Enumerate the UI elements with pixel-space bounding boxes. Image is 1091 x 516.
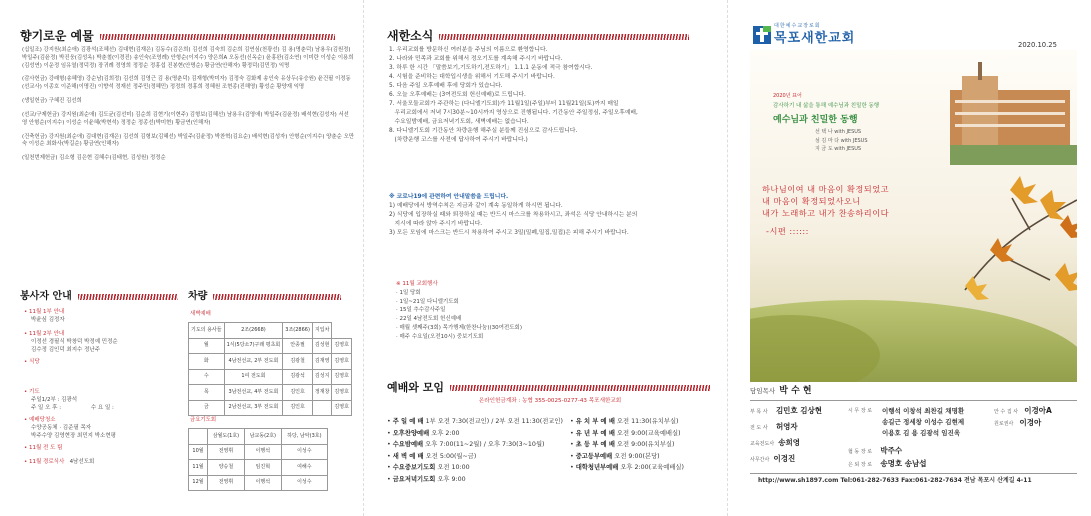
table-row [189,475,328,491]
worship-row: • 수요밤예배 오후 7:00(11~2월) / 오후 7:30(3~10월) • 초 등 부 예 배 오전 9:00(유치부실) [387,441,675,449]
online-account: 온라인헌금계좌 : 농협 355-0025-0277-43 목포새한교회 [478,398,622,404]
news-item: 수요일밤예배, 금요저녁기도회, 새벽예배는 없습니다. [389,118,529,125]
table-row [189,338,352,354]
table-row [189,460,328,476]
offering-building: (건축헌금) 강지원(최순애) 김대현(김재은) 김선희 김형보(김혜선) 박일주(김윤정) 박찬혁(김요순) 배석현(김성자) 안형순(이지수) 양춘순 오만숙 이성순 최화사(박길순) 황금연(인해자) [22,133,354,148]
poem-reference: -시편 :::::: [766,225,809,236]
section-title-volunteers: 봉사자 안내 [20,290,178,305]
table-cell: 1식(5당소7)구래 평초회 [224,338,283,354]
covid-item: 지시에 따라 앉아 주시기 바랍니다. [389,220,483,227]
table-cell: 남교동(2호) [244,429,281,445]
table-cell: 김영호 [332,369,352,385]
table-cell: 이성수 [281,444,327,460]
covid-item: 1) 예배당에서 방역수칙은 지금과 같이 계속 동일하게 하시면 됩니다. [389,202,563,209]
table-cell [312,400,332,416]
news-item: 8. 다니엘기도회 기간동안 차량운행 해주실 분들께 진심으로 감사드립니다. [389,127,578,134]
volunteer-line: 이정선 경필식 박창덕 박정예 민정순 [31,338,118,345]
section-title-vehicle: 차량 [188,290,341,305]
table-cell: 이성수 [281,475,327,491]
worship-row: • 주 일 예 배 1부 오전 7:30(전교인) / 2부 오전 11:30(전교인) • 유 치 부 예 배 오전 11:30(유치부실) [387,418,679,426]
volunteer-list [24,309,174,467]
news-item: 3. 하루 한 시간 「말씀보기,기도하기,전도하기」 1.1.1 운동에 적극 참여합시다. [389,64,593,71]
volunteer-line: 김수정 김인덕 최지수 정난주 [31,346,101,353]
table-row [189,354,352,370]
table-cell: 임진혁 [244,460,281,476]
news-item: 5. 다음 주일 오후예배 후에 당회가 있습니다. [389,82,503,89]
motto-line: 섬 김 마 다 with JESUS [815,137,868,144]
table-cell: 김영호 [332,338,352,354]
footer-divider [750,473,1077,474]
footer-contact: http://www.sh1897.com Tel:061-282-7633 Fax:061-282-7634 전남 목포시 산계길 4-11 [758,477,1032,484]
schedule-item: · 22일 4남전도회 헌신예배 [396,316,462,323]
motto-small: 감사하기 내 삶을 통해 예수님과 친밀한 동행 [773,103,880,109]
news-item: 7. 서울모둘교회가 주관하는 (다니엘기도회)가 11월1일(주일)부터 11월21일(토)까지 매일 [389,100,619,107]
offering-thanks: (감사헌금) 강래형(송혜영) 강순남(김희정) 김선희 김영근 김 용(명춘덕) 김재형(박미자) 김정숙 김화제 송인숙 유상두(유승원) 윤건필 이정동(선교사) 이종호 이준해(이명진) 이향석 정재선 정주민(정혜민) 정정희 정홍희 정혜원 조현종(진해영) 황성순 황양재 익명 [22,76,351,91]
covid-item: 3) 모든 모임에 마스크는 반드시 착용하여 주시고 3밀(밀폐,밀집,밀접)은 피해 주시기 바랍니다. [389,229,629,236]
volunteer-item: • 기도 [24,388,40,395]
schedule-heading: ※ 11월 교회행사 [396,281,438,287]
table-cell: 4남전선교, 2부 전도회 [224,354,283,370]
table-cell: 삼월도(1호) [208,429,245,445]
fold-line-1 [363,0,364,516]
friday-label: 금요기도회 [190,417,217,423]
table-header-row [189,429,328,445]
church-schedule [396,280,696,342]
table-cell: 김영호 [332,400,352,416]
news-item: 2. 나라와 민족과 교회를 위해서 정오기도를 계속해 주시기 바랍니다. [389,55,563,62]
table-cell: 3조(2866) [283,323,313,339]
table-cell: 안종필 [283,338,313,354]
table-cell [189,429,208,445]
table-cell: 지입차 [312,323,332,339]
table-cell: 김성현 [312,338,332,354]
offering-thousand: (일천번제헌금) 김소형 김은현 김혜수(김태현, 김성원) 정정순 [22,155,166,162]
covid-notice [389,193,719,238]
fold-line-2 [727,0,728,516]
poem-line: 하나님이여 내 마음이 확정되었고 [762,184,890,194]
motto-line: 선 택 나 with JESUS [815,129,862,135]
volunteer-line: 박주수양 김영현장 최민지 박소현평 [31,432,116,439]
table-cell: 월 [189,338,225,354]
volunteer-item: • 11월 1부 안내 [24,309,65,315]
schedule-item: · 15일 추수감사주일 [396,307,446,314]
bulletin-date: 2020.10.25 [1018,41,1057,49]
offering-birthday: (생일헌금) 구혜진 김선희 [22,98,82,105]
cover-poem [762,184,889,238]
table-cell: 11월 [189,460,208,476]
news-item: 우리교회에서 저녁 7시30분~10시까지 영상으로 진행됩니다. 기간동안 주일정심, 주일오후예배, [389,109,638,116]
table-cell: 10월 [189,444,208,460]
table-row [189,400,352,416]
dawn-label: 새벽예배 [190,311,211,317]
table-cell: 수 [189,369,225,385]
volunteer-item: • 11월 경로식사 4남선도회 [24,458,95,465]
table-row [189,385,352,401]
table-cell: 금 [189,400,225,416]
staff-divider [750,400,1077,401]
table-cell: 김광석 [283,369,313,385]
covid-item: 2) 식당에 입장하실 때와 퇴장하실 때는 반드시 마스크를 착용하시고, 좌석은 식당 안내하시는 분의 [389,211,638,218]
motto-line: 지 금 도 with JESUS [815,146,862,152]
schedule-item: · 1일 당회 [396,289,421,296]
table-cell: 전영휘 [208,475,245,491]
table-cell: 김영호 [332,354,352,370]
church-name: 목포새한교회 [774,31,856,46]
worship-schedule [387,416,717,485]
schedule-item: · 매월 셋째주(3회) 목가행제(한찬나눔)(30여전도회) [396,324,523,331]
pastor-line: 담임목사 박 수 현 [750,386,812,396]
table-cell: 이행석 [244,475,281,491]
table-cell: 2조(2668) [224,323,283,339]
church-denomination: 대한예수교장로회 [774,23,821,29]
news-item: (차량운행 코스를 사전에 답사하여 주시기 바랍니다.) [389,136,528,143]
table-cell: 화 [189,354,225,370]
motto-year: 2020년 표어 [773,93,802,99]
table-cell: 하당, 남악(3호) [281,429,327,445]
table-row [189,444,328,460]
table-cell: 이행석 [244,444,281,460]
worship-row: • 오후찬양예배 오후 2:00 • 유 년 부 예 배 오전 9:00(교육예배실) [387,429,681,437]
worship-row: • 수요중보기도회 오전 10:00 • 대학청년부예배 오후 2:00(교육예배실) [387,464,684,472]
volunteer-line: 주일1/2부 : 김광석 [31,396,78,403]
news-list [389,46,719,145]
table-cell: 김영호 [332,385,352,401]
table-cell: 기도의 용사들 [189,323,225,339]
table-cell: 정재창 [312,385,332,401]
worship-row: • 금요저녁기도회 오후 9:00 [387,475,466,483]
table-cell: 목 [189,385,225,401]
section-title-worship: 예배와 모임 [387,380,710,396]
table-cell: 3남전선교, 4부 전도회 [224,385,283,401]
table-cell: 12월 [189,475,208,491]
poem-line: 내가 노래하고 내가 찬송하리이다 [762,207,890,218]
volunteer-line: 수양공동체 · 김준필 목자 [31,424,92,431]
volunteer-line: 주 일 오 후 : 수 요 일 : [31,404,114,411]
worship-row: • 새 벽 예 배 오전 5:00(월~금) • 중고등부예배 오전 9:00(본당) [387,452,660,460]
section-title-news: 새한소식 [387,28,689,45]
schedule-item: · 1일~21일 다니엘기도회 [396,298,459,305]
friday-vehicle-table [188,428,328,491]
table-cell: 전영휘 [208,444,245,460]
table-cell: 김광철 [283,354,313,370]
table-header-row [189,323,352,339]
volunteer-line: 박윤심 김정자 [31,316,65,323]
table-cell: 2남전선교, 3부 전도회 [224,400,283,416]
table-cell: 1여 전도회 [224,369,283,385]
table-row [189,369,352,385]
table-cell: 김인호 [283,385,313,401]
table-cell: 김성지 [312,369,332,385]
news-item: 6. 오늘 오후예배는 (3여전도회 헌신예배)로 드립니다. [389,91,526,98]
dawn-vehicle-table [188,322,352,416]
news-item: 4. 시험을 준비하는 대학입시생을 위해서 기도해 주시기 바랍니다. [389,73,555,80]
volunteer-item: • 예배당청소 [24,416,56,423]
offering-list [22,47,354,164]
section-title-offering: 향기로운 예물 [20,28,335,45]
schedule-item: · 매주 수요일(오전10시) 중보기도회 [396,333,484,340]
motto-title: 예수님과 친밀한 동행 [773,115,858,125]
news-item: 1. 우리교회를 방문하신 여러분을 주님의 이름으로 환영합니다. [389,47,548,53]
offering-mission: (선교/구제헌금) 강지원(최순애) 김도균(김선미) 김순희 김현기(이현주) 김형보(김혜선) 남용우(김영애) 박일주(김윤정) 배석현(김성자) 서선영 안형순(이지수) 이성순 이윤혜(박현석) 정정순 정종선(박미현) 황금연(인해자) [22,111,349,126]
church-logo [753,26,771,44]
offering-tithe: (십일조) 강지원(최순애) 김광석(조혜선) 김대현(김재은) 김동수(김은희) 김선희 김숙희 김순희 김연심(천광선) 김 용(명춘덕) 남용우(김원정) 박일주(김윤정) 박진웅(김성옥) 박춘철(이경진) 송인숙(조영례) 안형순(이지수) 양은희A 오동선(신옥순) 윤홍완(김소연) 이미란 이성순 이용희(김성연) 이운정 임유열(정덕정) 장귀례 정영희 정정순 정홍섭 진봉현(안명순) 황금연(안해자) 황정덕(김민정) 익명 [22,47,354,69]
table-cell: 김인호 [283,400,313,416]
volunteer-item: • 식당 [24,358,40,365]
poem-line: 내 마음이 확정되었사오니 [762,195,861,206]
table-cell: 양승철 [208,460,245,476]
volunteer-item: • 11월 전 도 팀 [24,444,63,451]
volunteer-item: • 11월 2부 안내 [24,330,65,337]
table-cell: 여해수 [281,460,327,476]
motto-lines [815,128,868,154]
table-cell: 김재영 [312,354,332,370]
covid-heading: ※ 코로나19에 관련하여 안내말씀을 드립니다. [389,194,509,200]
